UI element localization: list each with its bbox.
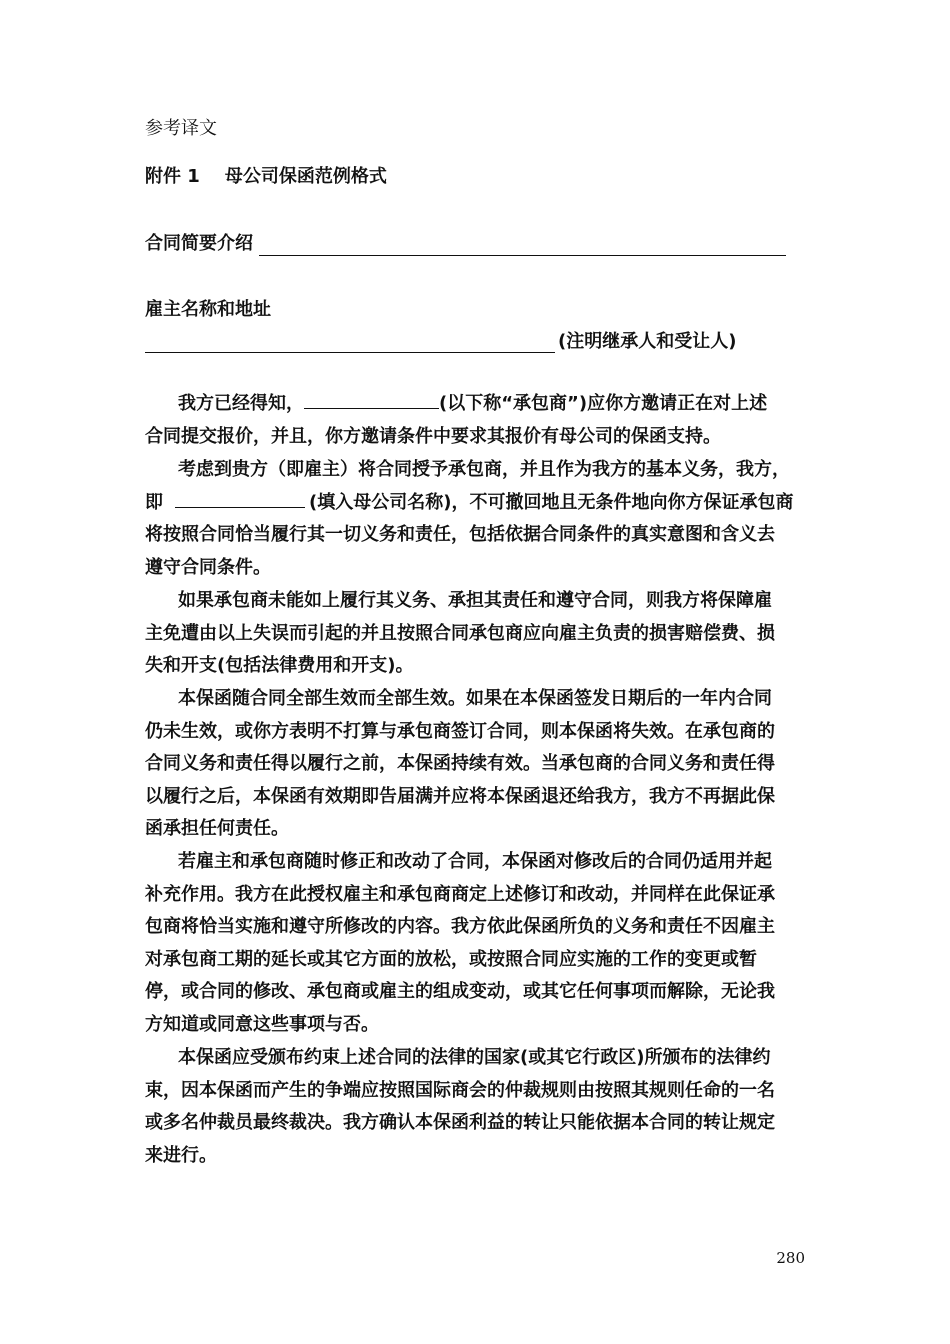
paragraph-line: 本保函应受颁布约束上述合同的法律的国家(或其它行政区)所颁布的法律约 (178, 1047, 771, 1068)
parent-company-blank (175, 489, 305, 508)
paragraph-line: 函承担任何责任。 (145, 818, 289, 840)
paragraph-text: 即 (145, 491, 163, 513)
paragraph-3 (145, 585, 813, 683)
paragraph-6 (145, 1042, 813, 1172)
contract-intro-blank-line (259, 255, 786, 256)
paragraph-line: 将按照合同恰当履行其一切义务和责任，包括依据合同条件的真实意图和含义去 (145, 524, 775, 546)
paragraph-line: 本保函随合同全部生效而全部生效。如果在本保函签发日期后的一年内合同 (178, 688, 772, 709)
employer-blank-line (145, 352, 555, 353)
paragraph-line (145, 487, 813, 520)
paragraph-line: 来进行。 (145, 1144, 217, 1166)
paragraph-line: 若雇主和承包商随时修正和改动了合同，本保函对修改后的合同仍适用并起 (178, 851, 772, 872)
paragraph-line: 主免遭由以上失误而引起的并且按照合同承包商应向雇主负责的损害赔偿费、损 (145, 622, 775, 644)
paragraph-line: 合同义务和责任得以履行之前，本保函持续有效。当承包商的合同义务和责任得 (145, 753, 775, 775)
paragraph-line: 失和开支(包括法律费用和开支)。 (145, 655, 414, 677)
paragraph-line: 方知道或同意这些事项与否。 (145, 1013, 379, 1035)
paragraph-5 (145, 846, 813, 1042)
document-title: 附件 1 母公司保函范例格式 (145, 166, 387, 187)
paragraph-line: 仍未生效，或你方表明不打算与承包商签订合同，则本保函将失效。在承包商的 (145, 720, 775, 742)
paragraph-line: 对承包商工期的延长或其它方面的放松，或按照合同应实施的工作的变更或暂 (145, 948, 757, 970)
paragraph-line: 考虑到贵方（即雇主）将合同授予承包商，并且作为我方的基本义务，我方， (178, 459, 790, 480)
paragraph-text: (以下称“承包商”)应你方邀请正在对上述 (439, 393, 768, 414)
paragraph-text: 我方已经得知， (178, 393, 304, 414)
paragraph-line: 遵守合同条件。 (145, 556, 271, 578)
paragraph-line: 如果承包商未能如上履行其义务、承担其责任和遵守合同，则我方将保障雇 (178, 590, 772, 611)
contractor-name-blank (304, 390, 439, 409)
employer-note: (注明继承人和受让人) (558, 331, 737, 352)
paragraph-line: 合同提交报价，并且，你方邀请条件中要求其报价有母公司的保函支持。 (145, 425, 721, 447)
paragraph-line: 停，或合同的修改、承包商或雇主的组成变动，或其它任何事项而解除，无论我 (145, 981, 775, 1003)
page-number: 280 (776, 1249, 805, 1267)
paragraph-line (145, 388, 813, 421)
paragraph-1 (145, 388, 813, 453)
employer-label: 雇主名称和地址 (145, 299, 271, 320)
paragraph-line: 以履行之后，本保函有效期即告届满并应将本保函退还给我方，我方不再据此保 (145, 785, 775, 807)
paragraph-line: 束，因本保函而产生的争端应按照国际商会的仲裁规则由按照其规则任命的一名 (145, 1079, 775, 1101)
page-header: 参考译文 (145, 118, 217, 139)
contract-intro-label: 合同简要介绍 (145, 233, 253, 254)
paragraph-line: 包商将恰当实施和遵守所修改的内容。我方依此保函所负的义务和责任不因雇主 (145, 916, 775, 938)
paragraph-line: 补充作用。我方在此授权雇主和承包商商定上述修订和改动，并同样在此保证承 (145, 883, 775, 905)
paragraph-text: (填入母公司名称)，不可撤回地且无条件地向你方保证承包商 (309, 491, 794, 513)
paragraph-2 (145, 454, 813, 584)
paragraph-4 (145, 683, 813, 846)
paragraph-line: 或多名仲裁员最终裁决。我方确认本保函利益的转让只能依据本合同的转让规定 (145, 1112, 775, 1134)
